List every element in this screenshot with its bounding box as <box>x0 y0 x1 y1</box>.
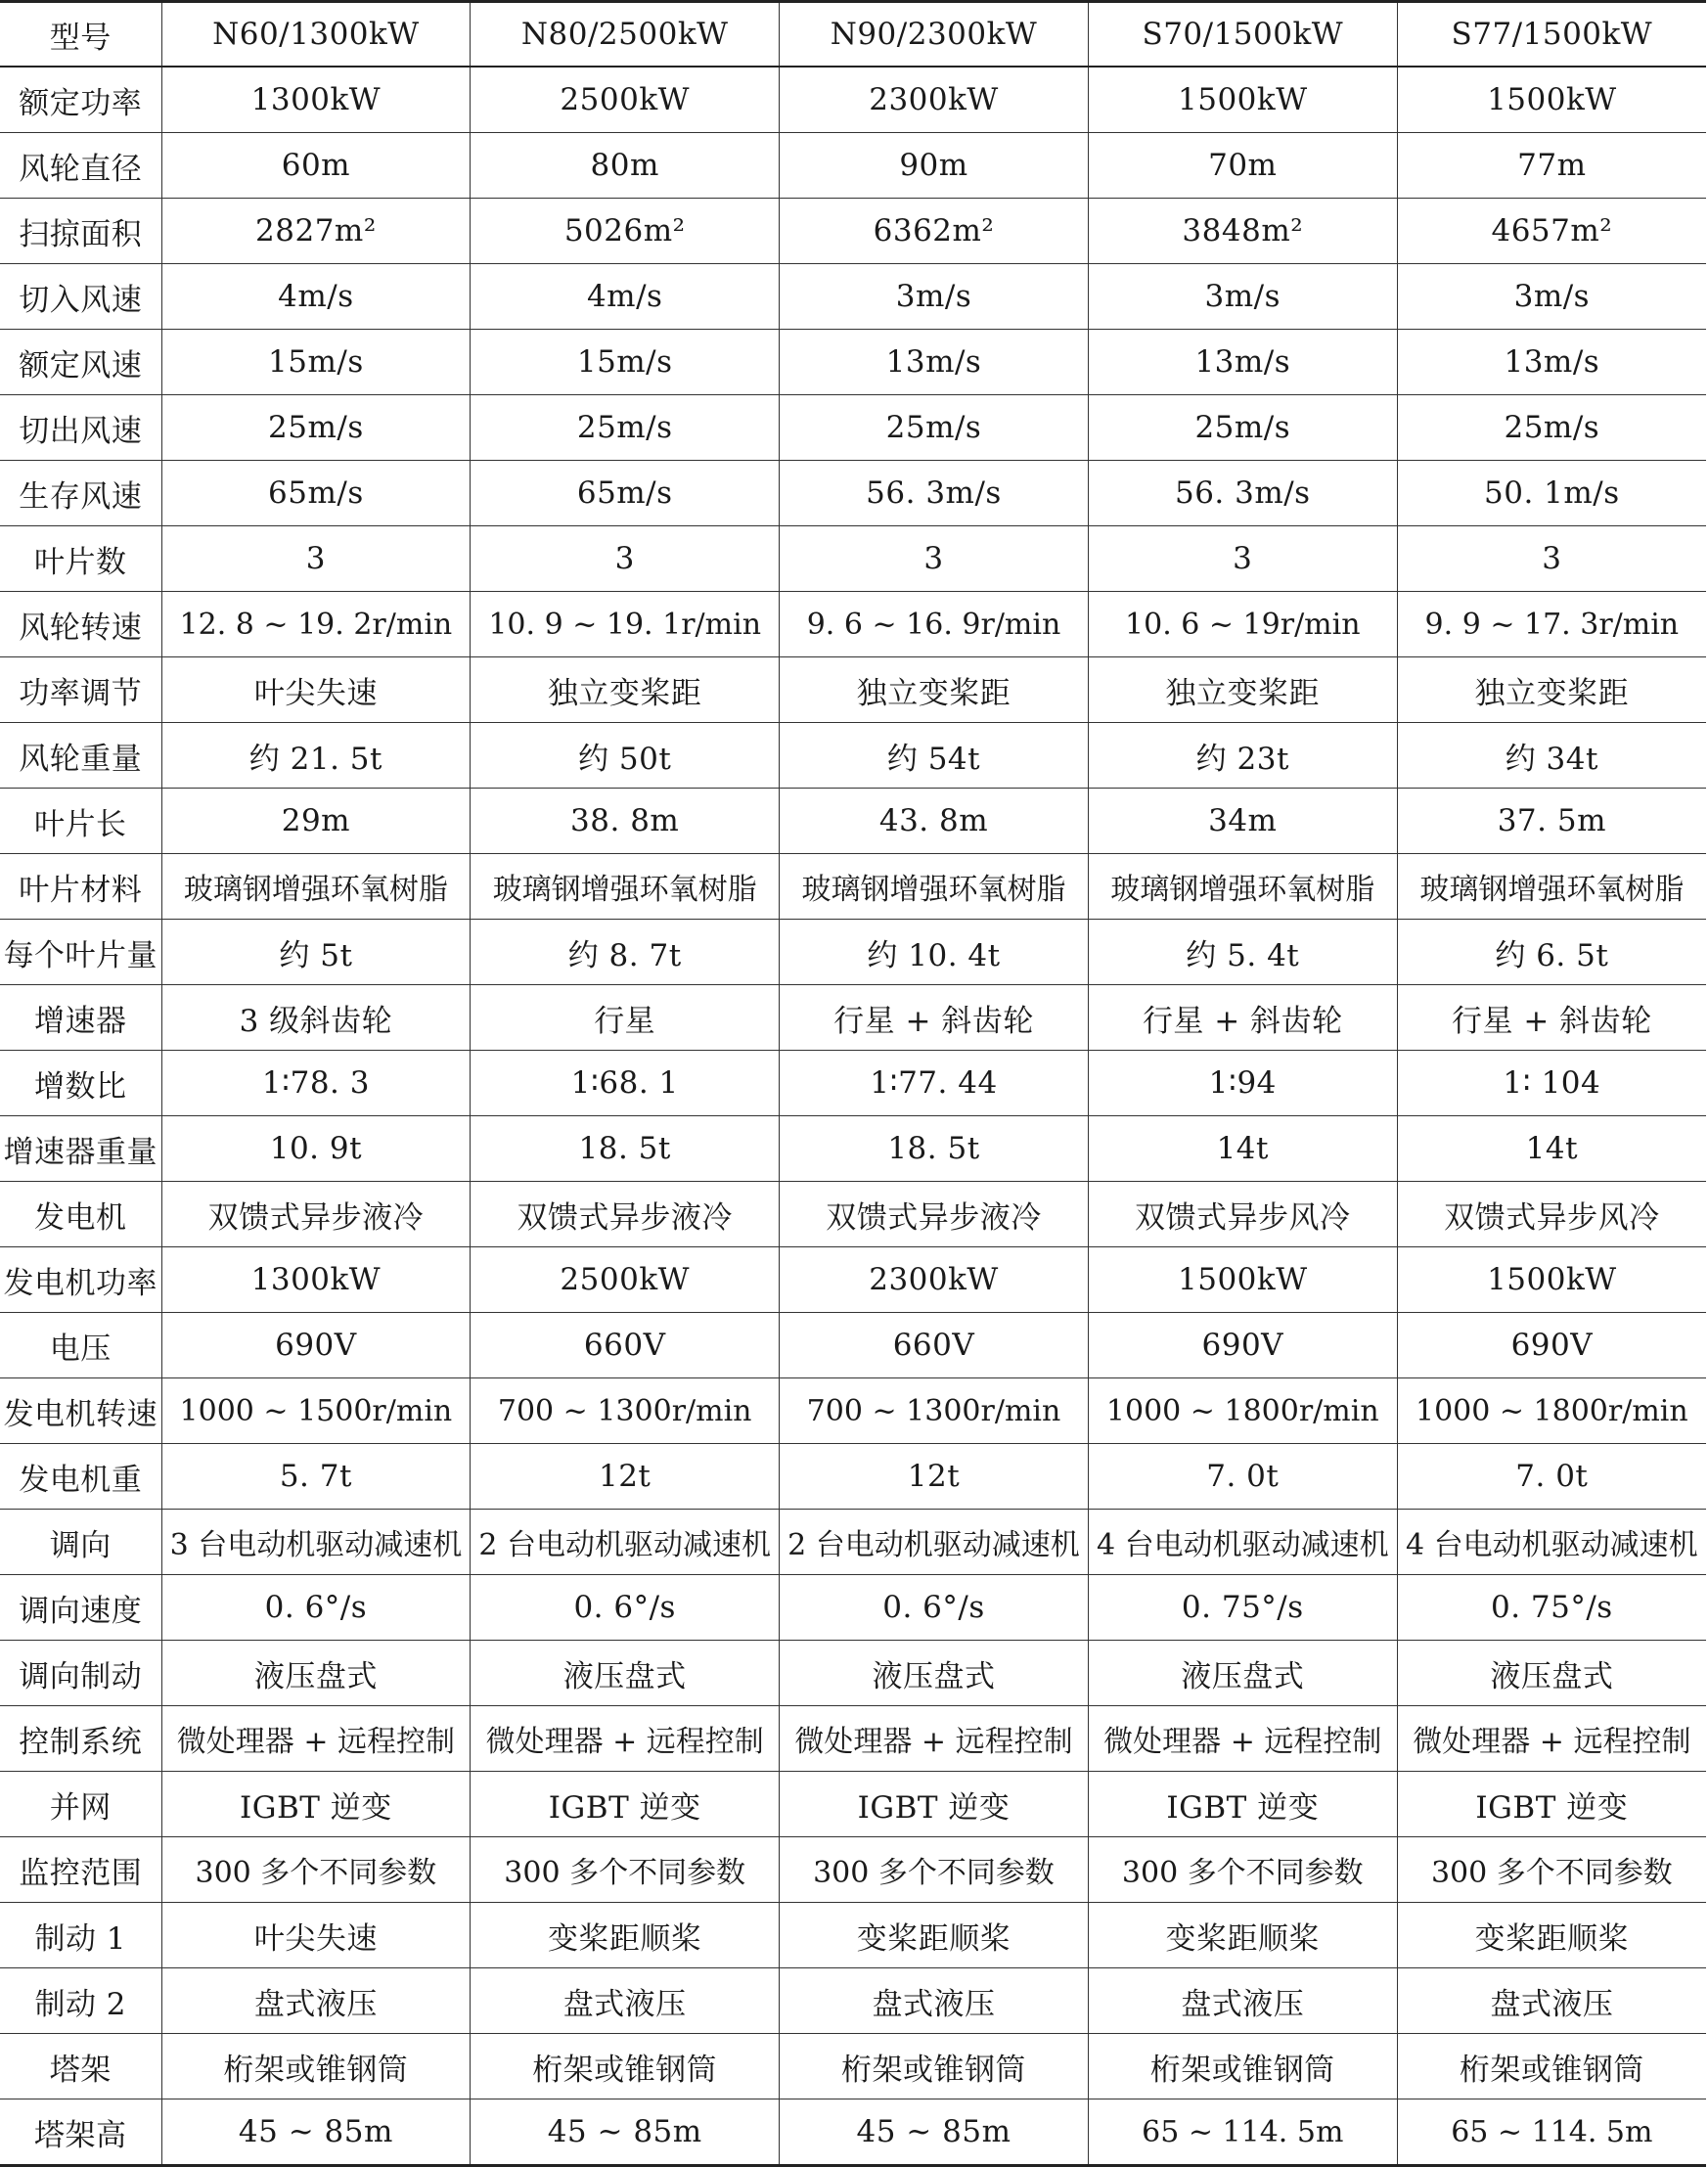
table-cell: 桁架或锥钢筒 <box>1397 2034 1706 2099</box>
row-label: 发电机 <box>0 1182 161 1247</box>
table-cell: 700 ~ 1300r/min <box>780 1378 1089 1444</box>
table-cell: 65 ~ 114. 5m <box>1397 2099 1706 2166</box>
table-cell: 玻璃钢增强环氧树脂 <box>1397 854 1706 920</box>
row-label: 增速器 <box>0 985 161 1051</box>
table-cell: 1500kW <box>1088 1247 1397 1313</box>
table-cell: 行星 + 斜齿轮 <box>1088 985 1397 1051</box>
table-cell: 盘式液压 <box>780 1968 1089 2034</box>
table-cell: 12. 8 ~ 19. 2r/min <box>161 592 471 657</box>
table-cell: 盘式液压 <box>1397 1968 1706 2034</box>
row-label: 风轮转速 <box>0 592 161 657</box>
table-cell: 3 <box>780 526 1089 592</box>
table-cell: 微处理器 + 远程控制 <box>1088 1706 1397 1772</box>
header-cell-model: N60/1300kW <box>161 2 471 68</box>
table-cell: 2500kW <box>471 1247 780 1313</box>
table-cell: 10. 9t <box>161 1116 471 1182</box>
table-cell: 盘式液压 <box>161 1968 471 2034</box>
table-cell: 微处理器 + 远程控制 <box>161 1706 471 1772</box>
table-cell: 50. 1m/s <box>1397 461 1706 526</box>
table-row <box>0 985 1706 1051</box>
table-cell: 行星 + 斜齿轮 <box>780 985 1089 1051</box>
table-cell: 变桨距顺桨 <box>1088 1903 1397 1968</box>
table-row <box>0 1968 1706 2034</box>
table-cell: 桁架或锥钢筒 <box>471 2034 780 2099</box>
table-cell: 独立变桨距 <box>471 657 780 723</box>
row-label: 额定风速 <box>0 330 161 395</box>
table-cell: 3 <box>1397 526 1706 592</box>
table-cell: 9. 9 ~ 17. 3r/min <box>1397 592 1706 657</box>
table-cell: 4 台电动机驱动减速机 <box>1397 1510 1706 1575</box>
table-cell: 约 23t <box>1088 723 1397 789</box>
table-row <box>0 461 1706 526</box>
table-cell: 3 <box>1088 526 1397 592</box>
table-cell: 10. 9 ~ 19. 1r/min <box>471 592 780 657</box>
table-cell: 15m/s <box>161 330 471 395</box>
header-cell-model: N90/2300kW <box>780 2 1089 68</box>
table-cell: 660V <box>471 1313 780 1378</box>
table-cell: 2 台电动机驱动减速机 <box>471 1510 780 1575</box>
row-label: 每个叶片量 <box>0 920 161 985</box>
table-cell: 约 50t <box>471 723 780 789</box>
table-row <box>0 199 1706 264</box>
table-cell: 38. 8m <box>471 789 780 854</box>
table-cell: 1500kW <box>1397 67 1706 133</box>
table-cell: 微处理器 + 远程控制 <box>780 1706 1089 1772</box>
row-label: 发电机重 <box>0 1444 161 1510</box>
row-label: 扫掠面积 <box>0 199 161 264</box>
table-cell: 0. 6°/s <box>471 1575 780 1641</box>
table-cell: 独立变桨距 <box>780 657 1089 723</box>
table-cell: 变桨距顺桨 <box>1397 1903 1706 1968</box>
table-row <box>0 67 1706 133</box>
table-cell: 约 8. 7t <box>471 920 780 985</box>
table-row <box>0 330 1706 395</box>
row-label: 发电机功率 <box>0 1247 161 1313</box>
table-row <box>0 1182 1706 1247</box>
table-cell: 液压盘式 <box>1088 1641 1397 1706</box>
table-cell: 300 多个不同参数 <box>161 1837 471 1903</box>
row-label: 塔架 <box>0 2034 161 2099</box>
table-cell: 25m/s <box>780 395 1089 461</box>
table-row <box>0 2099 1706 2166</box>
table-cell: 3m/s <box>780 264 1089 330</box>
table-cell: 玻璃钢增强环氧树脂 <box>1088 854 1397 920</box>
table-cell: 13m/s <box>780 330 1089 395</box>
table-row <box>0 2034 1706 2099</box>
table-cell: 56. 3m/s <box>780 461 1089 526</box>
table-cell: 18. 5t <box>780 1116 1089 1182</box>
table-cell: 0. 75°/s <box>1088 1575 1397 1641</box>
row-label: 增速器重量 <box>0 1116 161 1182</box>
table-cell: 3848m² <box>1088 199 1397 264</box>
row-label: 调向制动 <box>0 1641 161 1706</box>
row-label: 增数比 <box>0 1051 161 1116</box>
table-cell: 约 6. 5t <box>1397 920 1706 985</box>
table-row <box>0 1510 1706 1575</box>
table-cell: 65m/s <box>161 461 471 526</box>
table-cell: 6362m² <box>780 199 1089 264</box>
table-cell: 1500kW <box>1088 67 1397 133</box>
table-cell: 43. 8m <box>780 789 1089 854</box>
table-row <box>0 789 1706 854</box>
row-label: 调向速度 <box>0 1575 161 1641</box>
table-row <box>0 657 1706 723</box>
row-label: 监控范围 <box>0 1837 161 1903</box>
row-label: 功率调节 <box>0 657 161 723</box>
row-label: 叶片数 <box>0 526 161 592</box>
table-cell: 独立变桨距 <box>1088 657 1397 723</box>
table-cell: 80m <box>471 133 780 199</box>
table-cell: 盘式液压 <box>471 1968 780 2034</box>
table-row <box>0 592 1706 657</box>
table-cell: 约 5. 4t <box>1088 920 1397 985</box>
table-cell: 液压盘式 <box>1397 1641 1706 1706</box>
table-cell: 45 ~ 85m <box>780 2099 1089 2166</box>
table-cell: 行星 + 斜齿轮 <box>1397 985 1706 1051</box>
table-cell: 7. 0t <box>1088 1444 1397 1510</box>
row-label: 风轮重量 <box>0 723 161 789</box>
header-cell-model: N80/2500kW <box>471 2 780 68</box>
table-cell: 3m/s <box>1088 264 1397 330</box>
table-cell: 690V <box>1088 1313 1397 1378</box>
table-cell: 9. 6 ~ 16. 9r/min <box>780 592 1089 657</box>
table-row <box>0 920 1706 985</box>
table-cell: 3m/s <box>1397 264 1706 330</box>
table-cell: 桁架或锥钢筒 <box>1088 2034 1397 2099</box>
table-cell: 300 多个不同参数 <box>780 1837 1089 1903</box>
row-label: 制动 2 <box>0 1968 161 2034</box>
table-cell: 90m <box>780 133 1089 199</box>
header-cell-model: S70/1500kW <box>1088 2 1397 68</box>
table-cell: 2300kW <box>780 67 1089 133</box>
row-label: 电压 <box>0 1313 161 1378</box>
table-cell: 2300kW <box>780 1247 1089 1313</box>
table-cell: 25m/s <box>161 395 471 461</box>
table-cell: 45 ~ 85m <box>471 2099 780 2166</box>
table-cell: 660V <box>780 1313 1089 1378</box>
table-cell: 2 台电动机驱动减速机 <box>780 1510 1089 1575</box>
table-cell: 10. 6 ~ 19r/min <box>1088 592 1397 657</box>
table-header <box>0 2 1706 68</box>
table-cell: IGBT 逆变 <box>161 1772 471 1837</box>
table-cell: 1∶94 <box>1088 1051 1397 1116</box>
table-cell: 1300kW <box>161 67 471 133</box>
row-label: 叶片材料 <box>0 854 161 920</box>
table-cell: 25m/s <box>471 395 780 461</box>
header-cell-model: S77/1500kW <box>1397 2 1706 68</box>
row-label: 叶片长 <box>0 789 161 854</box>
table-cell: 双馈式异步风冷 <box>1397 1182 1706 1247</box>
table-cell: 4657m² <box>1397 199 1706 264</box>
table-cell: 玻璃钢增强环氧树脂 <box>780 854 1089 920</box>
table-row <box>0 1247 1706 1313</box>
table-cell: 300 多个不同参数 <box>1397 1837 1706 1903</box>
table-cell: 1∶77. 44 <box>780 1051 1089 1116</box>
table-cell: 1∶78. 3 <box>161 1051 471 1116</box>
table-row <box>0 854 1706 920</box>
table-row <box>0 1641 1706 1706</box>
table-cell: 12t <box>780 1444 1089 1510</box>
table-cell: 25m/s <box>1088 395 1397 461</box>
table-cell: 3 级斜齿轮 <box>161 985 471 1051</box>
table-cell: 3 <box>471 526 780 592</box>
table-cell: 77m <box>1397 133 1706 199</box>
table-cell: 34m <box>1088 789 1397 854</box>
table-cell: 盘式液压 <box>1088 1968 1397 2034</box>
table-cell: 0. 75°/s <box>1397 1575 1706 1641</box>
table-cell: 690V <box>1397 1313 1706 1378</box>
row-label: 切出风速 <box>0 395 161 461</box>
row-label: 并网 <box>0 1772 161 1837</box>
table-row <box>0 723 1706 789</box>
table-cell: 双馈式异步液冷 <box>471 1182 780 1247</box>
table-cell: 15m/s <box>471 330 780 395</box>
table-row <box>0 133 1706 199</box>
table-cell: 1500kW <box>1397 1247 1706 1313</box>
table-cell: 1300kW <box>161 1247 471 1313</box>
table-cell: 3 台电动机驱动减速机 <box>161 1510 471 1575</box>
table-cell: 18. 5t <box>471 1116 780 1182</box>
table-cell: 2827m² <box>161 199 471 264</box>
table-cell: 2500kW <box>471 67 780 133</box>
table-cell: 液压盘式 <box>471 1641 780 1706</box>
row-label: 生存风速 <box>0 461 161 526</box>
table-cell: 70m <box>1088 133 1397 199</box>
row-label: 切入风速 <box>0 264 161 330</box>
table-cell: 1000 ~ 1800r/min <box>1088 1378 1397 1444</box>
table-cell: 65m/s <box>471 461 780 526</box>
row-label: 制动 1 <box>0 1903 161 1968</box>
table-cell: 4m/s <box>471 264 780 330</box>
table-cell: 3 <box>161 526 471 592</box>
table-cell: 65 ~ 114. 5m <box>1088 2099 1397 2166</box>
table-cell: 45 ~ 85m <box>161 2099 471 2166</box>
table-cell: 约 21. 5t <box>161 723 471 789</box>
table-cell: 14t <box>1397 1116 1706 1182</box>
table-row <box>0 1444 1706 1510</box>
table-row <box>0 1575 1706 1641</box>
header-row <box>0 2 1706 68</box>
table-row <box>0 395 1706 461</box>
table-cell: 约 54t <box>780 723 1089 789</box>
header-cell-model-label: 型号 <box>0 2 161 68</box>
table-cell: 叶尖失速 <box>161 1903 471 1968</box>
table-cell: 0. 6°/s <box>161 1575 471 1641</box>
table-cell: 1000 ~ 1500r/min <box>161 1378 471 1444</box>
table-cell: 13m/s <box>1088 330 1397 395</box>
table-cell: 双馈式异步液冷 <box>780 1182 1089 1247</box>
table-cell: 微处理器 + 远程控制 <box>471 1706 780 1772</box>
table-cell: IGBT 逆变 <box>471 1772 780 1837</box>
table-cell: 0. 6°/s <box>780 1575 1089 1641</box>
table-cell: IGBT 逆变 <box>780 1772 1089 1837</box>
table-cell: 约 5t <box>161 920 471 985</box>
table-cell: 约 10. 4t <box>780 920 1089 985</box>
table-cell: 13m/s <box>1397 330 1706 395</box>
table-cell: 29m <box>161 789 471 854</box>
table-cell: 玻璃钢增强环氧树脂 <box>471 854 780 920</box>
table-cell: IGBT 逆变 <box>1397 1772 1706 1837</box>
table-cell: 独立变桨距 <box>1397 657 1706 723</box>
row-label: 发电机转速 <box>0 1378 161 1444</box>
table-cell: 双馈式异步风冷 <box>1088 1182 1397 1247</box>
table-cell: 1∶ 104 <box>1397 1051 1706 1116</box>
table-row <box>0 1378 1706 1444</box>
table-cell: 双馈式异步液冷 <box>161 1182 471 1247</box>
table-body <box>0 67 1706 2166</box>
table-cell: 300 多个不同参数 <box>471 1837 780 1903</box>
table-cell: 变桨距顺桨 <box>780 1903 1089 1968</box>
table-cell: 300 多个不同参数 <box>1088 1837 1397 1903</box>
table-cell: 5. 7t <box>161 1444 471 1510</box>
table-cell: 25m/s <box>1397 395 1706 461</box>
table-row <box>0 1116 1706 1182</box>
table-cell: 60m <box>161 133 471 199</box>
table-row <box>0 1706 1706 1772</box>
table-cell: 1000 ~ 1800r/min <box>1397 1378 1706 1444</box>
table-cell: 液压盘式 <box>161 1641 471 1706</box>
table-row <box>0 1837 1706 1903</box>
table-row <box>0 526 1706 592</box>
table-cell: 液压盘式 <box>780 1641 1089 1706</box>
table-cell: 行星 <box>471 985 780 1051</box>
table-row <box>0 1903 1706 1968</box>
table-cell: 桁架或锥钢筒 <box>161 2034 471 2099</box>
table-cell: 桁架或锥钢筒 <box>780 2034 1089 2099</box>
table-row <box>0 264 1706 330</box>
table-cell: 1∶68. 1 <box>471 1051 780 1116</box>
table-cell: 变桨距顺桨 <box>471 1903 780 1968</box>
table-row <box>0 1051 1706 1116</box>
table-cell: 14t <box>1088 1116 1397 1182</box>
table-cell: 约 34t <box>1397 723 1706 789</box>
table-cell: 叶尖失速 <box>161 657 471 723</box>
table-cell: 700 ~ 1300r/min <box>471 1378 780 1444</box>
table-row <box>0 1772 1706 1837</box>
table-cell: 5026m² <box>471 199 780 264</box>
table-cell: IGBT 逆变 <box>1088 1772 1397 1837</box>
table-row <box>0 1313 1706 1378</box>
table-cell: 37. 5m <box>1397 789 1706 854</box>
row-label: 控制系统 <box>0 1706 161 1772</box>
table-cell: 12t <box>471 1444 780 1510</box>
table-cell: 玻璃钢增强环氧树脂 <box>161 854 471 920</box>
table-cell: 690V <box>161 1313 471 1378</box>
table-cell: 56. 3m/s <box>1088 461 1397 526</box>
row-label: 塔架高 <box>0 2099 161 2166</box>
row-label: 风轮直径 <box>0 133 161 199</box>
row-label: 调向 <box>0 1510 161 1575</box>
table-cell: 7. 0t <box>1397 1444 1706 1510</box>
row-label: 额定功率 <box>0 67 161 133</box>
table-cell: 4 台电动机驱动减速机 <box>1088 1510 1397 1575</box>
table-cell: 微处理器 + 远程控制 <box>1397 1706 1706 1772</box>
table-cell: 4m/s <box>161 264 471 330</box>
